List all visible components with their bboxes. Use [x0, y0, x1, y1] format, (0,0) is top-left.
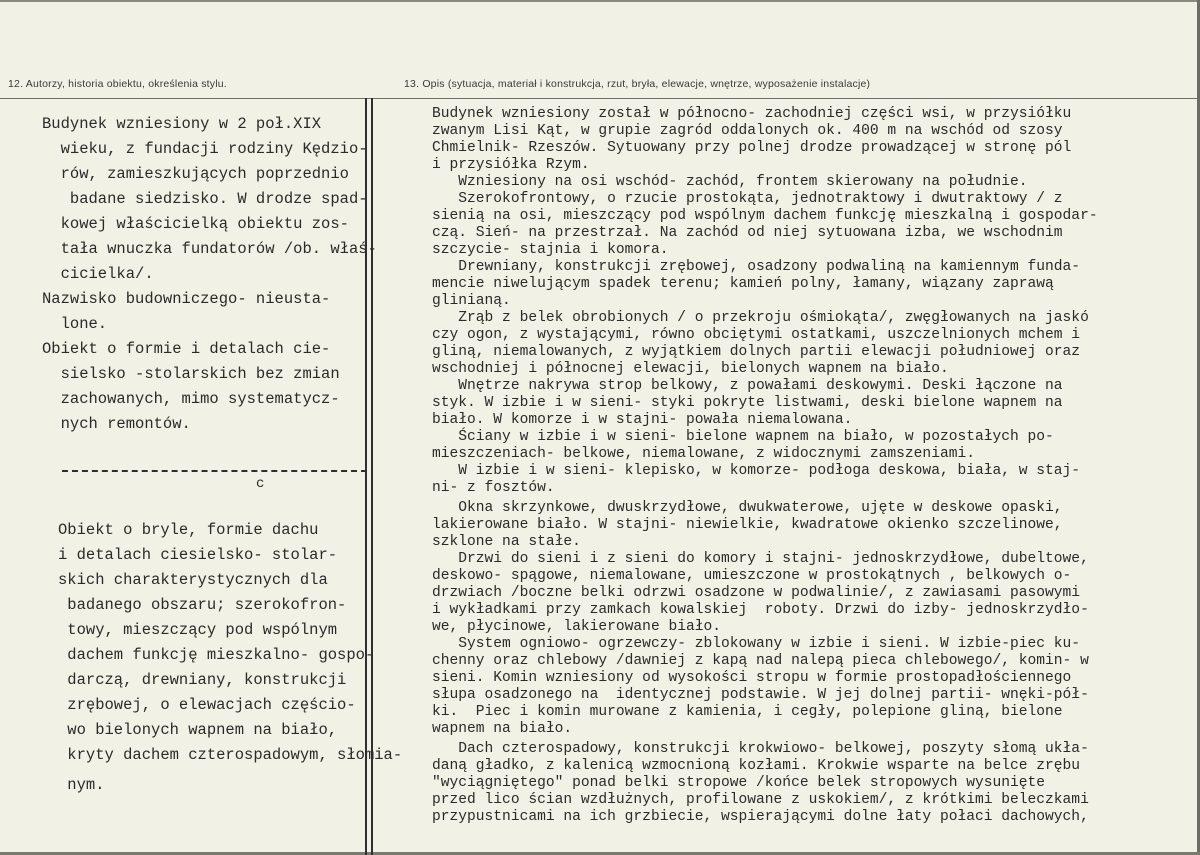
section-marker: c: [256, 476, 265, 492]
left-bottom-line: wo bielonych wapnem na biało,: [58, 721, 338, 739]
description-line: drzwiach /boczne belki odrzwi osadzone w podwalinie/, z zawiasami pasowymi: [432, 585, 1081, 601]
section-separator-dashed-line: [62, 470, 367, 472]
left-bottom-line: darczą, drewniany, konstrukcji: [58, 671, 347, 689]
left-bottom-line: zrębowej, o elewacjach częścio-: [58, 696, 356, 714]
description-line: mieszczeniach- belkowe, niemalowane, z widocznymi zamszeniami.: [432, 446, 975, 462]
description-line: styk. W izbie i w sieni- styki pokryte listwami, deski bielone wapnem na: [432, 395, 1063, 411]
left-bottom-line: dachem funkcję mieszkalno- gospo-: [58, 646, 375, 664]
sheet-top-edge: [0, 0, 1200, 2]
left-bottom-line: i detalach ciesielsko- stolar-: [58, 546, 338, 564]
left-top-line: wieku, z fundacji rodziny Kędzio-: [42, 140, 368, 158]
description-line: szczycie- stajnia i komora.: [432, 242, 669, 258]
description-line: biało. W komorze i w stajni- powała niemalowana.: [432, 412, 853, 428]
description-line: "wyciągniętego" ponad belki stropowe /końce belek stropowych wysunięte: [432, 775, 1046, 791]
description-line: System ogniowo- ogrzewczy- zblokowany w izbie i sieni. W izbie-piec ku-: [432, 636, 1081, 652]
description-line: mencie niwelującym spadek terenu; kamień polny, łamany, wiązany zaprawą: [432, 276, 1054, 292]
description-line: Dach czterospadowy, konstrukcji krokwiowo- belkowej, poszyty słomą ukła-: [432, 741, 1089, 757]
description-line: Chmielnik- Rzeszów. Sytuowany przy polnej drodze prowadzącej w stronę pól: [432, 140, 1072, 156]
left-top-line: zachowanych, mimo systematycz-: [42, 390, 340, 408]
left-top-line: badane siedzisko. W drodze spad-: [42, 190, 368, 208]
description-line: Wnętrze nakrywa strop belkowy, z powałami deskowymi. Deski łączone na: [432, 378, 1063, 394]
left-top-line: Obiekt o formie i detalach cie-: [42, 340, 331, 358]
description-line: lakierowane biało. W stajni- niewielkie, kwadratowe okienko szczelinowe,: [432, 517, 1063, 533]
description-line: zwanym Lisi Kąt, w grupie zagród oddalonych ok. 400 m na wschód od szosy: [432, 123, 1063, 139]
description-line: wapnem na biało.: [432, 721, 573, 737]
description-line: ni- z fosztów.: [432, 480, 555, 496]
description-line: gliną, niemalowanych, z wyjątkiem dolnych partii elewacji południowej oraz: [432, 344, 1081, 360]
description-line: Wzniesiony na osi wschód- zachód, frontem skierowany na południe.: [432, 174, 1028, 190]
left-top-line: Nazwisko budowniczego- nieusta-: [42, 290, 331, 308]
left-top-line: cicielka/.: [42, 265, 154, 283]
left-bottom-line: badanego obszaru; szerokofron-: [58, 596, 347, 614]
description-line: słupa osadzonego na identycznej podstawie. W jej dolnej partii- wnęki-pół-: [432, 687, 1089, 703]
left-top-line: lone.: [42, 315, 108, 333]
header-column-13: 13. Opis (sytuacja, materiał i konstrukcja, rzut, bryła, elewacje, wnętrze, wyposażenie instalacje): [404, 78, 871, 90]
left-top-line: kowej właścicielką obiektu zos-: [42, 215, 349, 233]
description-line: Okna skrzynkowe, dwuskrzydłowe, dwukwaterowe, ujęte w deskowe opaski,: [432, 500, 1063, 516]
description-line: Drzwi do sieni i z sieni do komory i stajni- jednoskrzydłowe, dubeltowe,: [432, 551, 1089, 567]
description-line: we, płycinowe, lakierowane biało.: [432, 619, 722, 635]
description-line: Szerokofrontowy, o rzucie prostokąta, jednotraktowy i dwutraktowy / z: [432, 191, 1063, 207]
description-line: Zrąb z belek obrobionych / o przekroju ośmiokąta/, zwęgłowanych na jaskó: [432, 310, 1089, 326]
description-line: przypustnicami na ich grzbiecie, wspierającymi dolne łaty połaci dachowych,: [432, 809, 1089, 825]
left-bottom-line: towy, mieszczący pod wspólnym: [58, 621, 338, 639]
description-line: sieni. Komin wzniesiony od wysokości stropu w formie prostopadłościennego: [432, 670, 1072, 686]
description-line: czy ogon, z wystającymi, równo obciętymi ostatkami, uszczelnionych mchem i: [432, 327, 1081, 343]
description-line: Budynek wzniesiony został w północno- zachodniej części wsi, w przysiółku: [432, 106, 1072, 122]
description-line: wschodniej i północnej elewacji, bielonych wapnem na biało.: [432, 361, 949, 377]
left-bottom-line: Obiekt o bryle, formie dachu: [58, 521, 319, 539]
description-line: przed lico ścian wzdłużnych, profilowane z uskokiem/, z krótkimi beleczkami: [432, 792, 1089, 808]
left-top-line: Budynek wzniesiony w 2 poł.XIX: [42, 115, 322, 133]
left-top-line: rów, zamieszkujących poprzednio: [42, 165, 349, 183]
column-divider-line-double: [371, 98, 373, 855]
description-line: Ściany w izbie i w sieni- bielone wapnem na biało, w pozostałych po-: [432, 429, 1054, 445]
description-line: deskowo- spągowe, niemalowane, umieszczone w prostokątnych , belkowych o-: [432, 568, 1072, 584]
header-divider-line: [0, 98, 1200, 99]
description-line: sienią na osi, mieszczący pod wspólnym dachem funkcję mieszkalną i gospodar-: [432, 208, 1098, 224]
left-bottom-line: skich charakterystycznych dla: [58, 571, 328, 589]
description-line: szklone na stałe.: [432, 534, 581, 550]
description-line: daną gładko, z kalenicą wzmocnioną kozłami. Krokwie wsparte na belce zrębu: [432, 758, 1081, 774]
header-column-12: 12. Autorzy, historia obiektu, określenia stylu.: [8, 78, 227, 90]
description-line: W izbie i w sieni- klepisko, w komorze- podłoga deskowa, biała, w staj-: [432, 463, 1081, 479]
left-bottom-line: kryty dachem czterospadowym, słomia-: [58, 746, 403, 764]
description-line: i przysiółka Rzym.: [432, 157, 590, 173]
left-bottom-line: nym.: [58, 776, 105, 794]
description-line: Drewniany, konstrukcji zrębowej, osadzony podwaliną na kamiennym funda-: [432, 259, 1081, 275]
description-line: i wykładkami przy zamkach kowalskiej roboty. Drzwi do izby- jednoskrzydło-: [432, 602, 1089, 618]
description-line: czą. Sień- na przestrzał. Na zachód od niej sytuowana izba, we wschodnim: [432, 225, 1063, 241]
description-line: chenny oraz chlebowy /dawniej z kapą nad nalepą pieca chlebowego/, komin- w: [432, 653, 1089, 669]
description-line: ki. Piec i komin murowane z kamienia, i cegły, polepione gliną, bielone: [432, 704, 1063, 720]
left-top-line: tała wnuczka fundatorów /ob. właś-: [42, 240, 377, 258]
left-top-line: sielsko -stolarskich bez zmian: [42, 365, 340, 383]
description-line: glinianą.: [432, 293, 511, 309]
left-top-line: nych remontów.: [42, 415, 191, 433]
